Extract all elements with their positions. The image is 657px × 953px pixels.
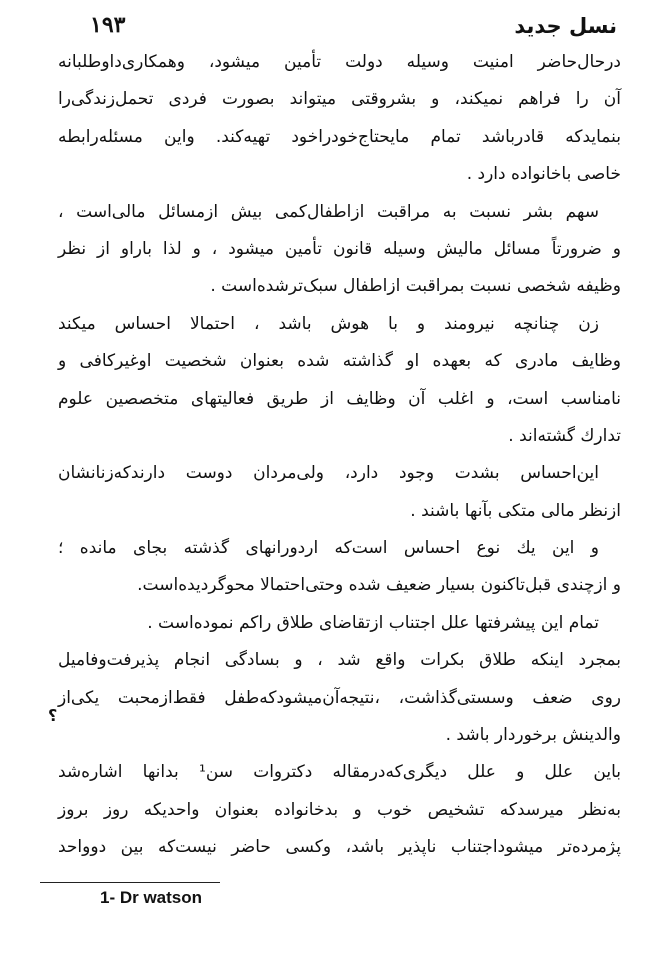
text-line: ازنظر مالی متکی بآنها باشند . xyxy=(410,500,621,521)
text-line: و ازچندی قبل‌تاکنون بسیار ضعیف شده وحتی‌احتمالا محوگردیده‌است. xyxy=(137,575,621,596)
footnote: 1- Dr watson xyxy=(100,888,203,907)
text-line: زن چنانچه نیرومند و با هوش باشد ، احتمالا احساس میکند xyxy=(58,313,599,334)
text-line: نامناسب است، و اغلب آن وظایف از طریق فعالیتهای متخصصین علوم xyxy=(58,388,621,409)
text-line: باین علل و علل دیگری‌که‌درمقاله دکتروات سن¹ بدانها اشاره‌شد xyxy=(58,762,621,783)
page-number: ۱۹۳ xyxy=(90,12,126,38)
text-line: تدارك گشته‌اند . xyxy=(508,425,621,446)
running-head: نسل جدید xyxy=(514,14,617,38)
text-line: به‌نظر میرسدکه تشخیص خوب و بدخانواده بعنوان واحدیکه روز بروز xyxy=(58,799,621,820)
margin-mark: ؟ xyxy=(48,706,58,725)
text-line: و ضرورتاً مسائل مالیش وسیله قانون تأمین میشود ، و لذا باراو از نظر xyxy=(58,238,621,259)
text-line: تمام این پیشرفتها علل اجتناب ازتقاضای طلاق راکم نموده‌است . xyxy=(147,612,599,633)
text-line: آن را فراهم نمیکند، و بشروقتی میتواند بصورت فردی تحمل‌زندگی‌را xyxy=(58,89,621,110)
text-line: درحال‌حاضر امنیت وسیله دولت تأمین میشود، وهمکاری‌داوطلبانه xyxy=(58,52,621,72)
text-line: پژمرده‌تر میشوداجتناب ناپذیر باشد، وکسی حاضر نیست‌که بین دوواحد xyxy=(58,837,621,858)
text-line: سهم بشر نسبت به مراقبت ازاطفال‌کمی بیش ازمسائل مالی‌است ، xyxy=(58,201,599,222)
body-text xyxy=(58,44,621,867)
text-line: وظیفه شخصی نسبت بمراقبت ازاطفال سبک‌ترشده‌است . xyxy=(210,276,621,297)
text-line: و این یك نوع احساس است‌که اردورانهای گذشته بجای مانده ؛ xyxy=(58,538,599,559)
text-line: بنماید‌که قادرباشد تمام مایحتاج‌خودراخود تهیه‌کند. واین مسئله‌رابطه xyxy=(58,126,621,147)
text-line: روی ضعف وسستی‌گذاشت، ،نتیجه‌آن‌میشودکه‌طفل فقط‌ازمحبت یکی‌از xyxy=(58,687,621,708)
text-line: والدینش برخوردار باشد . xyxy=(445,725,621,746)
text-line: این‌احساس بشدت وجود دارد، ولی‌مردان دوست دارندکه‌زنانشان xyxy=(58,463,599,484)
text-line: خاصی باخانواده دارد . xyxy=(466,164,621,185)
page-header xyxy=(62,10,617,40)
text-line: بمجرد اینکه طلاق بکرات واقع شد ، و بسادگی انجام پذیرفت‌وفامیل xyxy=(58,650,621,671)
text-line: وظایف مادری که بعهده او گذاشته شده بعنوان شخصیت اوغیرکافی و xyxy=(58,351,621,372)
footnote-divider xyxy=(40,882,220,883)
